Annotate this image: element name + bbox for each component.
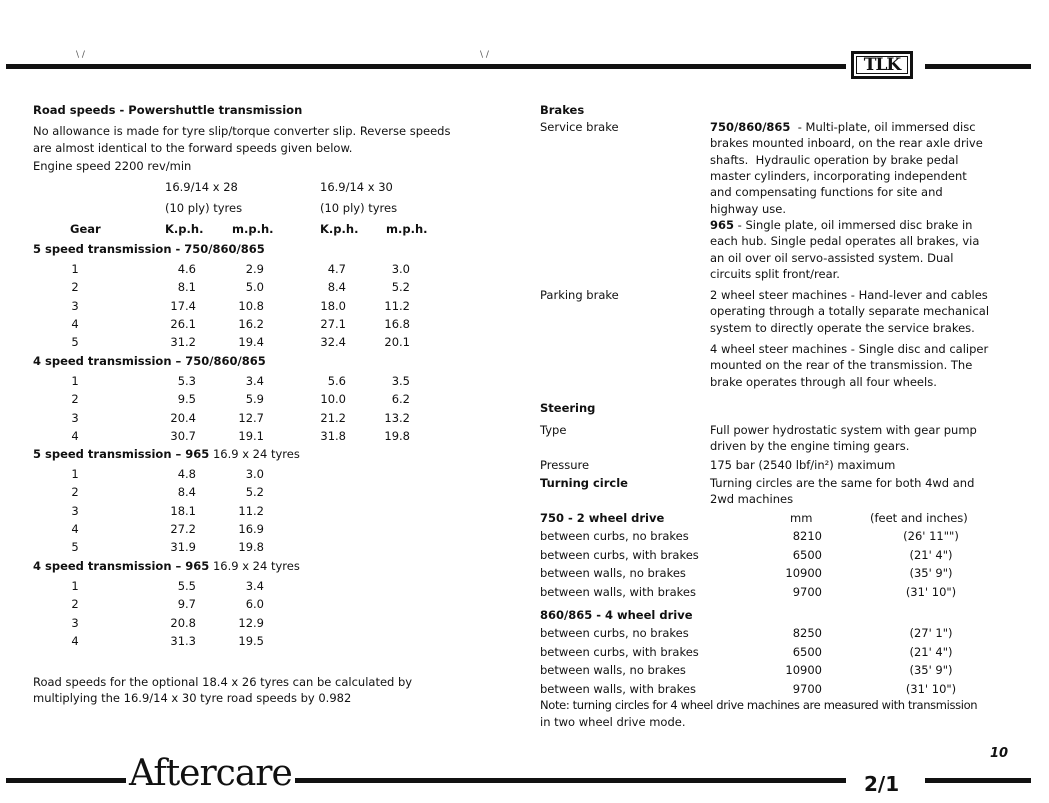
paragraph-text: - Single plate, oil immersed disc brake in [734, 218, 973, 232]
note-line-1: Note: turning circles for 4 wheel drive machines are measured with transmission [540, 698, 978, 712]
footer-rule-right [925, 778, 1031, 783]
tc-mm: 8210 [792, 529, 822, 543]
tyre-b-ply: (10 ply) tyres [320, 201, 398, 215]
tc-mm: 6500 [792, 547, 822, 562]
type-label: Type [540, 423, 567, 437]
header-rule-right [925, 64, 1031, 69]
paragraph-text: highway use. [710, 201, 786, 216]
tc-label: between curbs, no brakes [540, 626, 689, 640]
kph-a-cell: 20.4 [170, 410, 196, 425]
paragraph-line [710, 439, 909, 453]
gear-cell: 1 [71, 579, 79, 593]
paragraph-text: each hub. Single pedal operates all brakes, via [710, 234, 980, 249]
tc1-title: 750 - 2 wheel drive [540, 511, 665, 525]
kph-a-cell: 9.5 [177, 392, 196, 407]
paragraph-text: 2wd machines [710, 492, 794, 507]
kph-cell: 18.1 [170, 503, 196, 518]
paragraph-line [710, 153, 958, 167]
paragraph-line [710, 120, 976, 134]
tc-ft: (26' 11"") [903, 529, 959, 543]
tc-label: between curbs, with brakes [540, 547, 699, 562]
footnote-line-2: multiplying the 16.9/14 x 30 tyre road speeds by 0.982 [33, 691, 352, 705]
sec3-title [33, 447, 300, 461]
paragraph-text: - Multi-plate, oil immersed disc [790, 120, 976, 134]
gear-cell: 3 [71, 503, 79, 518]
mph-a-cell: 16.2 [238, 316, 264, 331]
mph-a-cell: 2.9 [245, 262, 264, 276]
paragraph-text: driven by the engine timing gears. [710, 439, 910, 454]
page-number: 10 [990, 746, 1009, 761]
mph-b-cell: 16.8 [384, 316, 410, 331]
paragraph-text: Full power hydrostatic system with gear pump [710, 423, 977, 437]
section-number: 2/1 [864, 772, 900, 796]
paragraph-bold-lead: 965 [710, 218, 735, 232]
pressure-label: Pressure [540, 458, 590, 472]
gear-cell: 3 [71, 410, 79, 425]
paragraph-text: operating through a totally separate mechanical [710, 304, 990, 319]
service-brake-label: Service brake [540, 120, 619, 134]
kph-a-cell: 26.1 [170, 316, 196, 331]
kph-a-cell: 31.2 [170, 335, 196, 350]
kph-cell: 9.7 [177, 597, 196, 612]
kph-a-cell: 30.7 [170, 428, 196, 443]
paragraph-line [710, 492, 793, 506]
kph-a-cell: 8.1 [177, 280, 196, 295]
paragraph-line [710, 476, 974, 490]
tc-label: between walls, no brakes [540, 663, 686, 677]
gear-cell: 4 [71, 428, 79, 443]
tc2-title: 860/865 - 4 wheel drive [540, 608, 693, 622]
steering-title: Steering [540, 401, 596, 415]
tc-mm: 10900 [785, 566, 822, 580]
kph-b-cell: 27.1 [320, 316, 346, 331]
paragraph-text: Turning circles are the same for both 4wd and [710, 476, 975, 490]
footer-title: Aftercare [126, 752, 295, 796]
kph-cell: 20.8 [170, 615, 196, 630]
paragraph-line [710, 251, 953, 265]
kph-b-cell: 31.8 [320, 428, 346, 443]
paragraph-bold-lead: 750/860/865 [710, 120, 791, 134]
scan-mark: \ / [480, 50, 489, 60]
paragraph-text: circuits split front/rear. [710, 266, 840, 281]
sec4-title-rest: 16.9 x 24 tyres [209, 559, 300, 573]
sec3-title-rest: 16.9 x 24 tyres [209, 447, 300, 461]
mph-a-cell: 5.0 [245, 280, 264, 295]
mph-a-cell: 10.8 [238, 298, 264, 313]
mph-cell: 12.9 [238, 615, 264, 630]
kph-a-cell: 5.3 [177, 374, 196, 388]
col-kph-a: K.p.h. [165, 222, 204, 236]
paragraph-line [710, 288, 988, 302]
tc-mm: 6500 [792, 644, 822, 659]
paragraph-line [710, 267, 840, 281]
mph-a-cell: 19.4 [238, 335, 264, 350]
paragraph-line [710, 218, 972, 232]
kph-b-cell: 18.0 [320, 298, 346, 313]
kph-cell: 4.8 [177, 467, 196, 481]
tc-mm: 10900 [785, 663, 822, 677]
mph-a-cell: 5.9 [245, 392, 264, 407]
gear-cell: 1 [71, 467, 79, 481]
road-speeds-title: Road speeds - Powershuttle transmission [33, 103, 303, 117]
sec1-title: 5 speed transmission - 750/860/865 [33, 242, 265, 256]
tc-col-mm: mm [790, 511, 813, 525]
pressure-value: 175 bar (2540 lbf/in²) maximum [710, 458, 896, 472]
tc-label: between curbs, no brakes [540, 529, 689, 543]
scan-mark: \ / [76, 50, 85, 60]
kph-b-cell: 4.7 [327, 262, 346, 276]
tc-mm: 9700 [792, 681, 822, 696]
footer-rule-left [6, 778, 126, 783]
gear-cell: 2 [71, 597, 79, 612]
tc-col-ft: (feet and inches) [870, 511, 968, 525]
mph-cell: 3.4 [245, 579, 264, 593]
gear-cell: 1 [71, 262, 79, 276]
kph-cell: 5.5 [177, 579, 196, 593]
sec4-title-bold: 4 speed transmission – 965 [33, 559, 210, 573]
kph-b-cell: 5.6 [327, 374, 346, 388]
paragraph-line [710, 169, 967, 183]
sec4-title [33, 559, 300, 573]
paragraph-line [710, 234, 979, 248]
tc-ft: (31' 10") [905, 681, 957, 696]
col-gear: Gear [70, 222, 101, 236]
footnote-line-1: Road speeds for the optional 18.4 x 26 tyres can be calculated by [33, 675, 413, 689]
mph-cell: 6.0 [245, 597, 264, 612]
mph-b-cell: 5.2 [391, 280, 410, 295]
mph-b-cell: 13.2 [384, 410, 410, 425]
tc-ft: (21' 4") [909, 547, 953, 562]
tc-label: between curbs, with brakes [540, 644, 699, 659]
paragraph-line [710, 202, 786, 216]
mph-cell: 16.9 [238, 521, 264, 536]
gear-cell: 4 [71, 521, 79, 536]
paragraph-text: system to directly operate the service brakes. [710, 320, 975, 335]
tc-ft: (31' 10") [905, 584, 957, 599]
sec3-title-bold: 5 speed transmission – 965 [33, 447, 210, 461]
paragraph-line [710, 423, 977, 437]
intro-line-1: No allowance is made for tyre slip/torque converter slip. Reverse speeds [33, 124, 451, 138]
mph-b-cell: 3.5 [391, 374, 410, 388]
kph-b-cell: 21.2 [320, 410, 346, 425]
tc-label: between walls, with brakes [540, 681, 696, 696]
col-mph-a: m.p.h. [232, 222, 274, 236]
kph-b-cell: 8.4 [327, 280, 346, 295]
gear-cell: 5 [71, 335, 79, 350]
paragraph-line [710, 136, 983, 150]
mph-b-cell: 20.1 [384, 335, 410, 350]
paragraph-text: brakes mounted inboard, on the rear axle drive [710, 136, 983, 151]
tc-mm: 8250 [792, 626, 822, 640]
mph-b-cell: 6.2 [391, 392, 410, 407]
paragraph-text: an oil over oil servo-assisted system. Dual [710, 250, 954, 265]
paragraph-text: and compensating functions for site and [710, 185, 943, 200]
mph-cell: 3.0 [245, 467, 264, 481]
kph-b-cell: 10.0 [320, 392, 346, 407]
tc-ft: (35' 9") [909, 663, 953, 677]
mph-a-cell: 12.7 [238, 410, 264, 425]
col-kph-b: K.p.h. [320, 222, 359, 236]
engine-speed: Engine speed 2200 rev/min [33, 159, 192, 173]
paragraph-line: brake operates through all four wheels. [710, 374, 937, 389]
tc-ft: (35' 9") [909, 566, 953, 580]
kph-cell: 27.2 [170, 521, 196, 536]
gear-cell: 2 [71, 485, 79, 500]
tyre-b-size: 16.9/14 x 30 [320, 180, 393, 194]
mph-cell: 5.2 [245, 485, 264, 500]
tc-ft: (21' 4") [909, 644, 953, 659]
gear-cell: 3 [71, 615, 79, 630]
gear-cell: 3 [71, 298, 79, 313]
paragraph-line: 4 wheel steer machines - Single disc and caliper [710, 342, 989, 356]
paragraph-text: shafts. Hydraulic operation by brake pedal [710, 152, 959, 167]
paragraph-line [710, 304, 989, 318]
mph-cell: 19.8 [238, 540, 264, 555]
parking-brake-label: Parking brake [540, 288, 619, 302]
paragraph-text: master cylinders, incorporating independent [710, 168, 967, 183]
kph-cell: 31.9 [170, 540, 196, 555]
tlk-logo [851, 51, 913, 79]
tc-mm: 9700 [792, 584, 822, 599]
mph-cell: 19.5 [238, 633, 264, 648]
mph-cell: 11.2 [238, 503, 264, 518]
kph-cell: 31.3 [170, 633, 196, 648]
tc-label: between walls, no brakes [540, 566, 686, 580]
kph-a-cell: 17.4 [170, 298, 196, 313]
gear-cell: 2 [71, 392, 79, 407]
gear-cell: 2 [71, 280, 79, 295]
note-line-2: in two wheel drive mode. [540, 715, 686, 729]
gear-cell: 4 [71, 633, 79, 648]
kph-a-cell: 4.6 [177, 262, 196, 276]
tc-label: between walls, with brakes [540, 584, 696, 599]
mph-b-cell: 11.2 [384, 298, 410, 313]
paragraph-line: mounted on the rear of the transmission. The [710, 358, 973, 373]
kph-b-cell: 32.4 [320, 335, 346, 350]
tyre-a-size: 16.9/14 x 28 [165, 180, 238, 194]
turning-circle-label: Turning circle [540, 476, 628, 490]
logo-text: TLK [856, 56, 908, 74]
paragraph-text: 2 wheel steer machines - Hand-lever and cables [710, 288, 988, 302]
footer-rule-mid [290, 778, 846, 783]
sec2-title: 4 speed transmission – 750/860/865 [33, 354, 266, 368]
brakes-title: Brakes [540, 103, 585, 117]
col-mph-b: m.p.h. [386, 222, 428, 236]
paragraph-line [710, 185, 943, 199]
paragraph-line [710, 321, 975, 335]
kph-cell: 8.4 [177, 485, 196, 500]
gear-cell: 4 [71, 316, 79, 331]
gear-cell: 1 [71, 374, 79, 388]
header-rule-left [6, 64, 846, 69]
mph-b-cell: 3.0 [391, 262, 410, 276]
intro-line-2: are almost identical to the forward speeds given below. [33, 141, 353, 155]
mph-b-cell: 19.8 [384, 428, 410, 443]
gear-cell: 5 [71, 540, 79, 555]
mph-a-cell: 3.4 [245, 374, 264, 388]
tc-ft: (27' 1") [909, 626, 953, 640]
mph-a-cell: 19.1 [238, 428, 264, 443]
tyre-a-ply: (10 ply) tyres [165, 201, 243, 215]
